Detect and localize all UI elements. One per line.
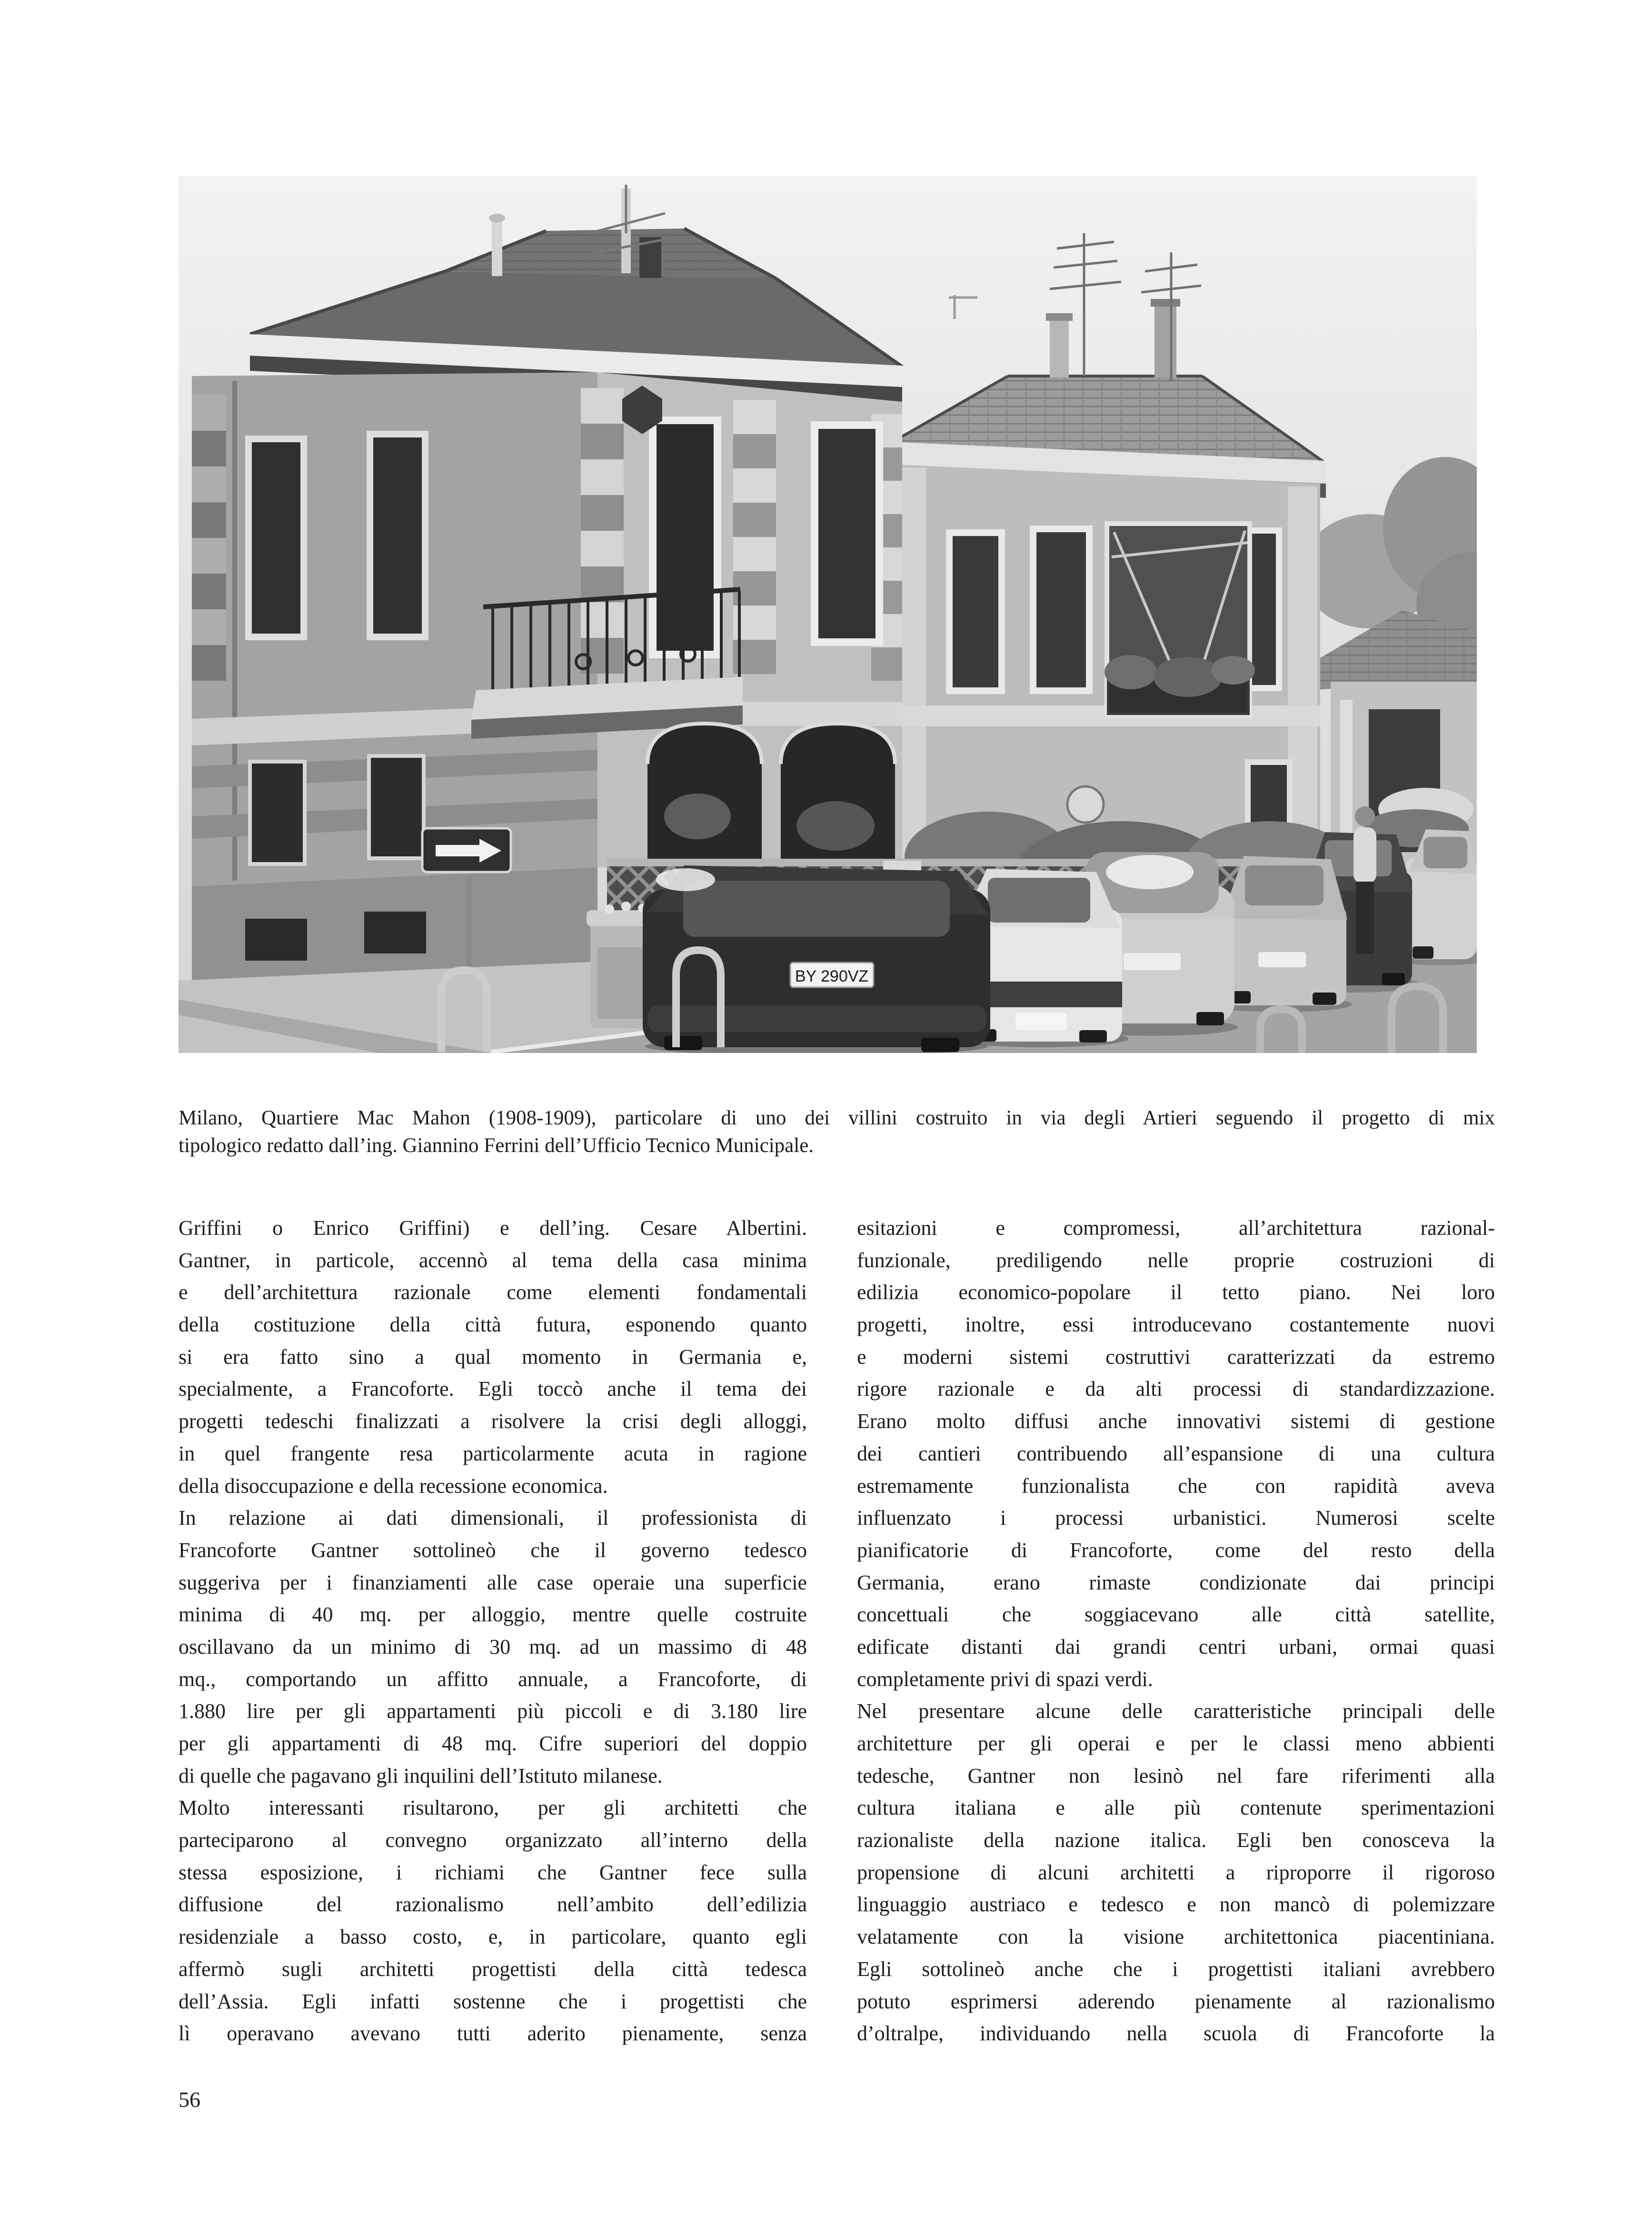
satellite-dish bbox=[1067, 786, 1104, 823]
license-plate: BY 290VZ bbox=[795, 967, 869, 985]
text-line: progetti tedeschi finalizzati a risolvere la crisi degli alloggi, bbox=[179, 1410, 807, 1433]
text-line: potuto esprimersi aderendo pienamente al razionalismo bbox=[857, 1989, 1495, 2013]
text-line: pianificatorie di Francoforte, come del resto della bbox=[857, 1538, 1495, 1562]
text-line: di quelle che pagavano gli inquilini dell’Istituto milanese. bbox=[179, 1764, 663, 1787]
text-line: progetti, inoltre, essi introducevano costantemente nuovi bbox=[857, 1313, 1495, 1337]
text-line: 1.880 lire per gli appartamenti più piccoli e di 3.180 lire bbox=[179, 1699, 807, 1723]
text-line: Erano molto diffusi anche innovativi sistemi di gestione bbox=[857, 1410, 1495, 1433]
text-line: in quel frangente resa particolarmente acuta in ragione bbox=[179, 1441, 807, 1465]
text-line: linguaggio austriaco e tedesco e non mancò di polemizzare bbox=[857, 1893, 1495, 1916]
caption-line: Milano, Quartiere Mac Mahon (1908-1909), particolare di uno dei villini costruito in via degli Artieri seguendo il progetto di mix bbox=[179, 1107, 1495, 1129]
text-line: specialmente, a Francoforte. Egli toccò anche il tema dei bbox=[179, 1377, 807, 1401]
text-line: si era fatto sino a qual momento in Germania e, bbox=[179, 1345, 807, 1369]
text-line: completamente privi di spazi verdi. bbox=[857, 1667, 1153, 1691]
text-line: e moderni sistemi costruttivi caratterizzati da estremo bbox=[857, 1345, 1495, 1369]
text-line: Francoforte Gantner sottolineò che il governo tedesco bbox=[179, 1538, 807, 1562]
text-line: concettuali che soggiacevano alle città satellite, bbox=[857, 1603, 1495, 1627]
text-line: velatamente con la visione architettonica piacentiniana. bbox=[857, 1925, 1495, 1949]
text-line: dei cantieri contribuendo all’espansione di una cultura bbox=[857, 1441, 1495, 1465]
text-line: suggeriva per i finanziamenti alle case operaie una superficie bbox=[179, 1570, 807, 1594]
text-line: funzionale, prediligendo nelle proprie costruzioni di bbox=[857, 1248, 1495, 1272]
text-line: lì operavano avevano tutti aderito pienamente, senza bbox=[179, 2022, 807, 2045]
text-line: e dell’architettura razionale come elementi fondamentali bbox=[179, 1281, 807, 1304]
text-line: oscillavano da un minimo di 30 mq. ad un massimo di 48 bbox=[179, 1635, 807, 1658]
text-line: d’oltralpe, individuando nella scuola di Francoforte la bbox=[857, 2022, 1495, 2045]
text-line: Griffini o Enrico Griffini) e dell’ing. Cesare Albertini. bbox=[179, 1216, 807, 1240]
text-line: della disoccupazione e della recessione economica. bbox=[179, 1474, 608, 1498]
text-line: parteciparono al convegno organizzato all’interno della bbox=[179, 1828, 807, 1852]
text-line: cultura italiana e alle più contenute sperimentazioni bbox=[857, 1796, 1495, 1820]
text-line: tedesche, Gantner non lesinò nel fare riferimenti alla bbox=[857, 1764, 1495, 1787]
text-line: Egli sottolineò anche che i progettisti italiani avrebbero bbox=[857, 1957, 1495, 1981]
photo-caption bbox=[179, 1104, 1495, 1160]
text-line: propensione di alcuni architetti a riproporre il rigoroso bbox=[857, 1860, 1495, 1884]
text-line: estremamente funzionalista che con rapidità aveva bbox=[857, 1474, 1495, 1498]
text-line: stessa esposizione, i richiami che Gantner fece sulla bbox=[179, 1860, 807, 1884]
page-number: 56 bbox=[179, 2087, 200, 2112]
text-line: Gantner, in particole, accennò al tema della casa minima bbox=[179, 1248, 807, 1272]
text-line: Nel presentare alcune delle caratteristiche principali delle bbox=[857, 1699, 1495, 1723]
text-line: mq., comportando un affitto annuale, a Francoforte, di bbox=[179, 1667, 807, 1691]
text-line: In relazione ai dati dimensionali, il professionista di bbox=[179, 1506, 807, 1530]
text-line: esitazioni e compromessi, all’architettura razional- bbox=[857, 1216, 1495, 1240]
caption-line: tipologico redatto dall’ing. Giannino Ferrini dell’Ufficio Tecnico Municipale. bbox=[179, 1134, 814, 1157]
text-line: della costituzione della città futura, esponendo quanto bbox=[179, 1313, 807, 1337]
street-photo-svg bbox=[179, 176, 1477, 1053]
text-line: per gli appartamenti di 48 mq. Cifre superiori del doppio bbox=[179, 1732, 807, 1755]
text-line: edilizia economico-popolare il tetto piano. Nei loro bbox=[857, 1281, 1495, 1304]
text-line: dell’Assia. Egli infatti sostenne che i progettisti che bbox=[179, 1989, 807, 2013]
text-line: edificate distanti dai grandi centri urbani, ormai quasi bbox=[857, 1635, 1495, 1658]
text-line: diffusione del razionalismo nell’ambito dell’edilizia bbox=[179, 1893, 807, 1916]
street-photo bbox=[179, 176, 1477, 1053]
text-line: residenziale a basso costo, e, in particolare, quanto egli bbox=[179, 1925, 807, 1949]
right-villa-balcony bbox=[1105, 524, 1255, 715]
text-line: minima di 40 mq. per alloggio, mentre quelle costruite bbox=[179, 1603, 807, 1627]
text-line: architetture per gli operai e per le classi meno abbienti bbox=[857, 1732, 1495, 1755]
balcony bbox=[471, 589, 743, 739]
text-line: Molto interessanti risultarono, per gli architetti che bbox=[179, 1796, 807, 1820]
car-dark-minivan bbox=[643, 865, 990, 1053]
text-line: Germania, erano rimaste condizionate dai principi bbox=[857, 1570, 1495, 1594]
text-line: influenzato i processi urbanistici. Numerosi scelte bbox=[857, 1506, 1495, 1530]
text-column-right bbox=[857, 1212, 1495, 2050]
text-line: razionaliste della nazione italica. Egli ben conosceva la bbox=[857, 1828, 1495, 1852]
text-line: affermò sugli architetti progettisti della città tedesca bbox=[179, 1957, 807, 1981]
text-column-left bbox=[179, 1212, 807, 2050]
text-line: rigore razionale e da alti processi di standardizzazione. bbox=[857, 1377, 1495, 1401]
